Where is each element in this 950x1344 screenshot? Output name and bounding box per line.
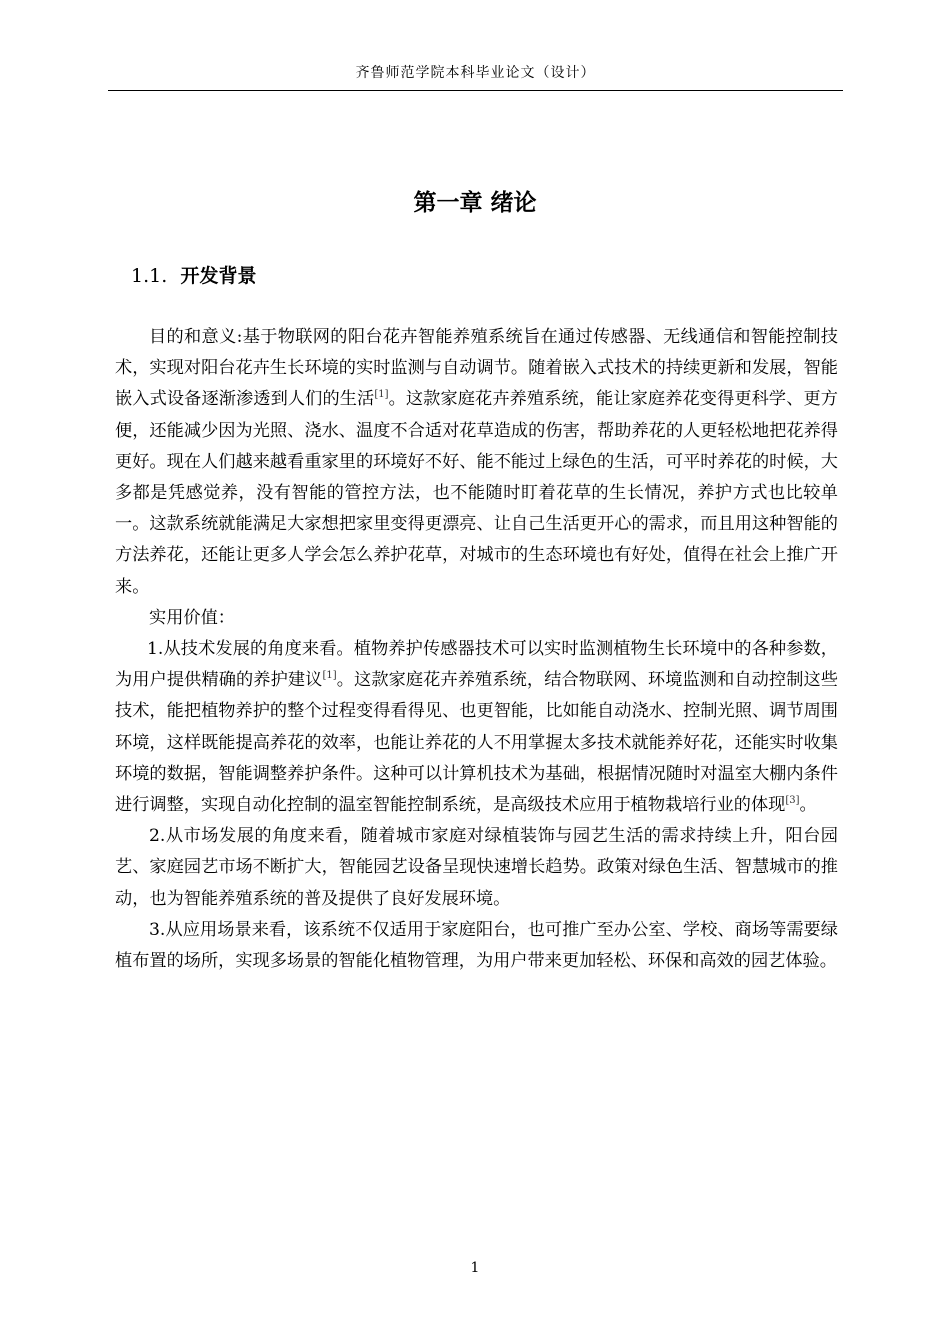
paragraph-text: 。这款家庭花卉养殖系统，结合物联网、环境监测和自动控制这些技术，能把植物养护的整个过程变得看得见、也更智能，比如能自动浇水、控制光照、调节周围环境，这样既能提高养花的效率，也能让养花的人不用掌握太多技术就能养好花，还能实时收集环境的数据，智能调整养护条件。这种可以计算机技术为基础，根据情况随时对温室大棚内条件进行调整，实现自动化控制的温室智能控制系统，是高级技术应用于植物栽培行业的体现 [115,670,838,816]
section-title: 开发背景 [180,265,257,287]
paragraph-technology [115,634,838,821]
paragraph-text: 1.从技术发展的角度来看。植物养护传感器技术可以实时监测植物生长环境中的各种参数，为用户提供精确的养护建议 [115,639,838,691]
header-text: 齐鲁师范学院本科毕业论文（设计） [355,65,596,81]
chapter-title: 第一章 绪论 [413,190,537,216]
paragraph-text: 。这款家庭花卉养殖系统，能让家庭养花变得更科学、更方便，还能减少因为光照、浇水、温度不合适对花草造成的伤害，帮助养花的人更轻松地把花养得更好。现在人们越来越看重家里的环境好不好、能不能过上绿色的生活，可平时养花的时候，大多都是凭感觉养，没有智能的管控方法，也不能随时盯着花草的生长情况，养护方式也比较单一。这款系统就能满足大家想把家里变得更漂亮、让自己生活更开心的需求，而且用这种智能的方法养花，还能让更多人学会怎么养护花草，对城市的生态环境也有好处，值得在社会上推广开来。 [115,389,838,597]
citation: [1] [322,670,337,682]
citation: [1] [374,389,389,401]
paragraph-practical-value: 实用价值： [149,607,235,628]
paragraph-market: 2.从市场发展的角度来看，随着城市家庭对绿植装饰与园艺生活的需求持续上升，阳台园艺、家庭园艺市场不断扩大，智能园艺设备呈现快速增长趋势。政策对绿色生活、智慧城市的推动，也为智能养殖系统的普及提供了良好发展环境。 [115,826,838,909]
paragraph-text: 。 [799,795,817,816]
page-number: 1 [470,1260,480,1276]
page-header [108,64,843,91]
citation: [3] [785,795,800,807]
body-text [115,322,838,977]
paragraph-purpose [115,322,838,603]
section-heading [131,262,257,290]
paragraph-application: 3.从应用场景来看，该系统不仅适用于家庭阳台，也可推广至办公室、学校、商场等需要绿植布置的场所，实现多场景的智能化植物管理，为用户带来更加轻松、环保和高效的园艺体验。 [115,919,838,972]
section-number: 1.1. [131,265,168,287]
paragraph-text: 目的和意义:基于物联网的阳台花卉智能养殖系统旨在通过传感器、无线通信和智能控制技术，实现对阳台花卉生长环境的实时监测与自动调节。随着嵌入式技术的持续更新和发展，智能嵌入式设备逐渐渗透到人们的生活 [115,327,838,410]
